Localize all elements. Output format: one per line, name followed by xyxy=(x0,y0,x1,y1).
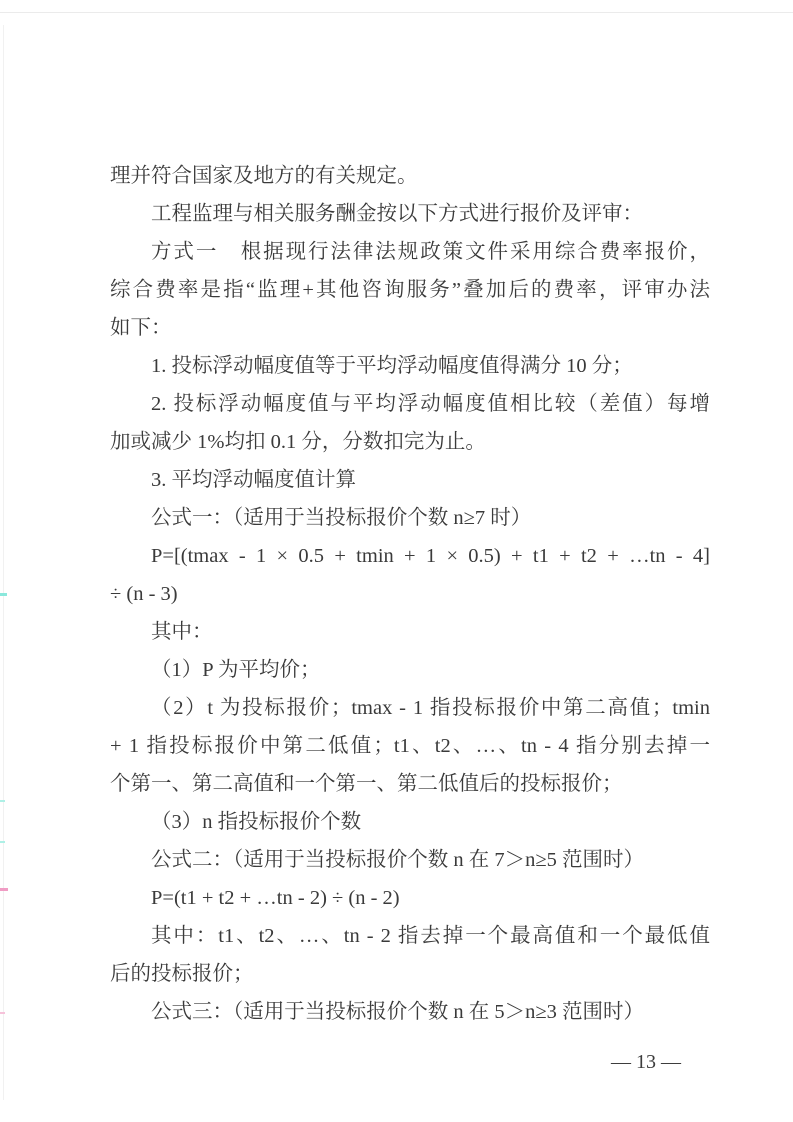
text-line: + 1 指投标报价中第二低值；t1、t2、…、tn - 4 指分别去掉一 xyxy=(110,735,710,757)
text-line: （1）P 为平均价； xyxy=(151,659,321,681)
text-line: 方式一 根据现行法律法规政策文件采用综合费率报价， xyxy=(151,241,710,263)
page-number: — 13 — xyxy=(611,1051,681,1073)
text-line: 综合费率是指“监理+其他咨询服务”叠加后的费率，评审办法 xyxy=(110,279,710,301)
text-line: 公式二：（适用于当投标报价个数 n 在 7＞n≥5 范围时） xyxy=(151,849,644,871)
document-body xyxy=(110,157,710,1031)
text-line: 后的投标报价； xyxy=(110,963,254,985)
text-line: 如下： xyxy=(110,317,172,339)
text-line: ÷ (n - 3) xyxy=(110,583,178,605)
text-line: 3. 平均浮动幅度值计算 xyxy=(151,469,356,491)
text-line: 其中： xyxy=(151,621,213,643)
text-line: 加或减少 1%均扣 0.1 分，分数扣完为止。 xyxy=(110,431,486,453)
scan-artifact-cyan xyxy=(0,841,5,843)
text-line: 个第一、第二高值和一个第一、第二低值后的投标报价； xyxy=(110,773,623,795)
scan-edge-left-line xyxy=(3,25,4,1100)
scan-artifact-cyan xyxy=(0,593,7,596)
text-line: （3）n 指投标报价个数 xyxy=(151,811,362,833)
scan-artifact-pink xyxy=(0,888,8,891)
text-line: 理并符合国家及地方的有关规定。 xyxy=(110,165,418,187)
text-line: （2）t 为投标报价；tmax - 1 指投标报价中第二高值；tmin xyxy=(151,697,710,719)
text-line: 工程监理与相关服务酬金按以下方式进行报价及评审： xyxy=(151,203,643,225)
text-line: P=(t1 + t2 + …tn - 2) ÷ (n - 2) xyxy=(151,887,400,909)
text-line: 公式三：（适用于当投标报价个数 n 在 5＞n≥3 范围时） xyxy=(151,1001,644,1023)
text-line: P=[(tmax - 1 × 0.5 + tmin + 1 × 0.5) + t1 + t2 + …tn - 4] xyxy=(151,545,710,567)
scan-artifact-pink xyxy=(0,1012,5,1014)
scan-artifact-cyan xyxy=(0,800,5,802)
text-line: 1. 投标浮动幅度值等于平均浮动幅度值得满分 10 分； xyxy=(151,355,633,377)
scan-edge-top-line xyxy=(0,12,793,13)
text-line: 2. 投标浮动幅度值与平均浮动幅度值相比较（差值）每增 xyxy=(151,393,710,415)
text-line: 公式一：（适用于当投标报价个数 n≥7 时） xyxy=(151,507,532,529)
text-line: 其中：t1、t2、…、tn - 2 指去掉一个最高值和一个最低值 xyxy=(151,925,710,947)
